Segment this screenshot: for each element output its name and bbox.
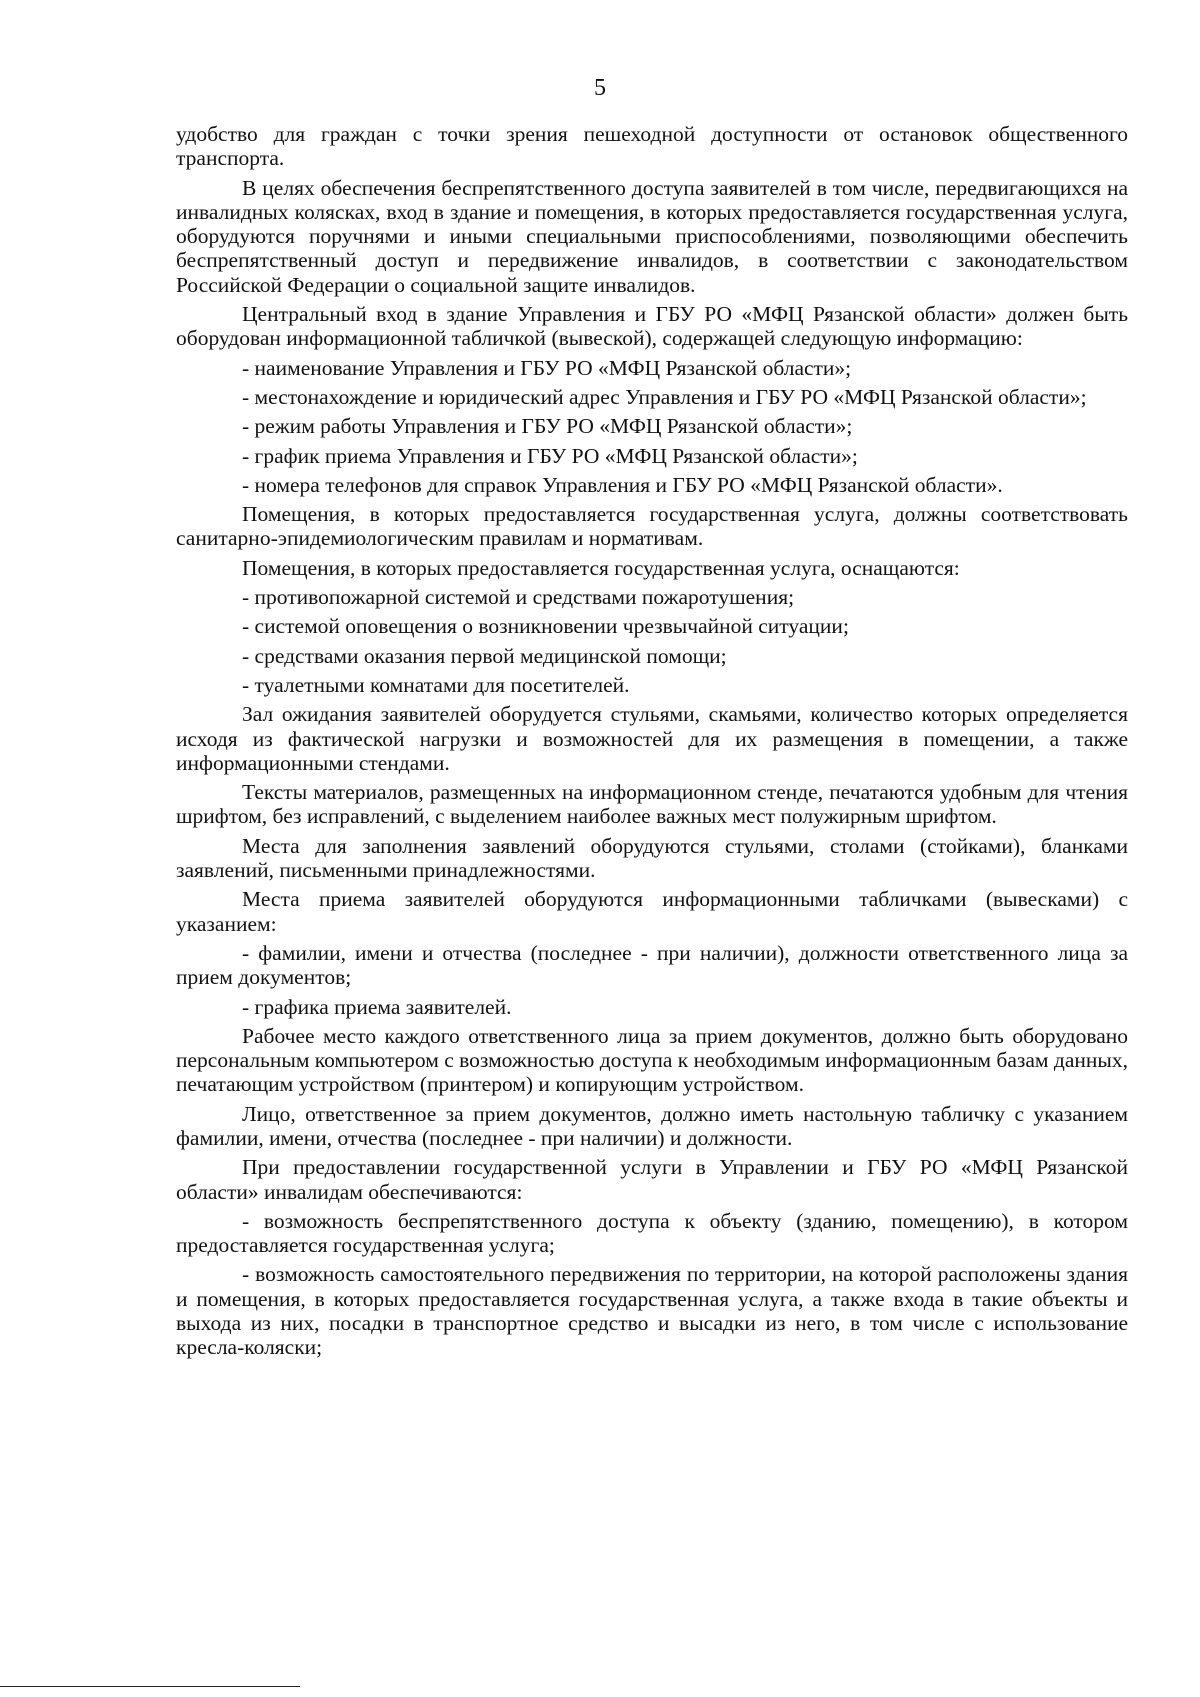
paragraph: Помещения, в которых предоставляется государственная услуга, должны соответствовать санитарно-эпидемиологическим правилам и нормативам.: [176, 502, 1128, 551]
paragraph: - наименование Управления и ГБУ РО «МФЦ Рязанской области»;: [242, 355, 852, 380]
page-number: 5: [594, 75, 606, 101]
paragraph: - возможность самостоятельного передвижения по территории, на которой расположены здания и помещения, в которых предоставляется государственная услуга, а также входа в такие объекты и выхода из них, посадки в транспортное средство и высадки из него, в том числе с использование кресла-коляски;: [176, 1262, 1128, 1360]
paragraph: Зал ожидания заявителей оборудуется стульями, скамьями, количество которых определяется исходя из фактической нагрузки и возможностей для их размещения в помещении, а также информационными стендами.: [176, 702, 1128, 775]
paragraph: Центральный вход в здание Управления и ГБУ РО «МФЦ Рязанской области» должен быть оборудован информационной табличкой (вывеской), содержащей следующую информацию:: [176, 302, 1128, 351]
paragraph: Лицо, ответственное за прием документов, должно иметь настольную табличку с указанием фамилии, имени, отчества (последнее - при наличии) и должности.: [176, 1101, 1128, 1150]
paragraph: удобство для граждан с точки зрения пешеходной доступности от остановок общественного транспорта.: [176, 122, 1128, 171]
footer-divider: [0, 1686, 300, 1687]
paragraph: - возможность беспрепятственного доступа к объекту (зданию, помещению), в котором предоставляется государственная услуга;: [176, 1208, 1128, 1258]
paragraph: В целях обеспечения беспрепятственного доступа заявителей в том числе, передвигающихся на инвалидных колясках, вход в здание и помещения, в которых предоставляется государственная услуга, оборудуются поручнями и иными специальными приспособлениями, позволяющими обеспечить беспрепятственный доступ и передвижение инвалидов, в соответствии с законодательством Российской Федерации о социальной защите инвалидов.: [176, 175, 1128, 297]
paragraph: При предоставлении государственной услуги в Управлении и ГБУ РО «МФЦ Рязанской области» инвалидам обеспечиваются:: [176, 1155, 1128, 1204]
paragraph: Рабочее место каждого ответственного лица за прием документов, должно быть оборудовано персональным компьютером с возможностью доступа к необходимым информационным базам данных, печатающим устройством (принтером) и копирующим устройством.: [176, 1023, 1128, 1097]
paragraph: - местонахождение и юридический адрес Управления и ГБУ РО «МФЦ Рязанской области»;: [242, 384, 1087, 409]
paragraph: - туалетными комнатами для посетителей.: [242, 672, 630, 697]
paragraph: - фамилии, имени и отчества (последнее - при наличии), должности ответственного лица за прием документов;: [176, 940, 1128, 990]
paragraph: Тексты материалов, размещенных на информационном стенде, печатаются удобным для чтения шрифтом, без исправлений, с выделением наиболее важных мест полужирным шрифтом.: [176, 780, 1128, 829]
paragraph: Места приема заявителей оборудуются информационными табличками (вывесками) с указанием:: [176, 887, 1128, 936]
paragraph: - противопожарной системой и средствами пожаротушения;: [242, 585, 795, 610]
document-body: [176, 122, 1128, 1365]
paragraph: - средствами оказания первой медицинской помощи;: [242, 643, 727, 668]
paragraph: Места для заполнения заявлений оборудуются стульями, столами (стойками), бланками заявлений, письменными принадлежностями.: [176, 833, 1128, 883]
paragraph: - режим работы Управления и ГБУ РО «МФЦ Рязанской области»;: [242, 414, 853, 439]
paragraph: - системой оповещения о возникновении чрезвычайной ситуации;: [242, 614, 849, 639]
paragraph: - график приема Управления и ГБУ РО «МФЦ Рязанской области»;: [242, 443, 858, 468]
paragraph: - графика приема заявителей.: [242, 994, 512, 1019]
paragraph: - номера телефонов для справок Управления и ГБУ РО «МФЦ Рязанской области».: [242, 472, 1003, 497]
paragraph: Помещения, в которых предоставляется государственная услуга, оснащаются:: [242, 555, 960, 580]
